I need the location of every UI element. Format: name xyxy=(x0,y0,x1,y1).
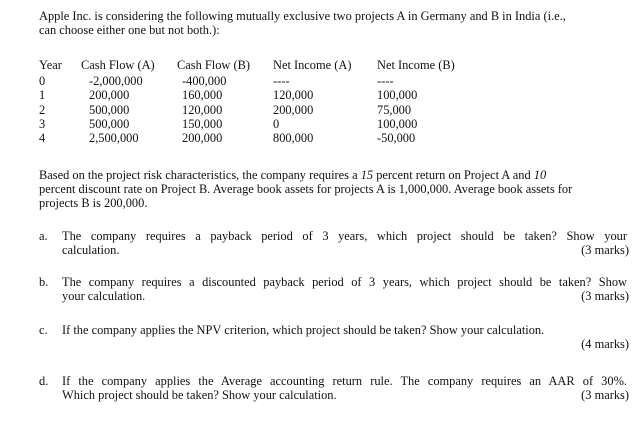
cell-cash-flow-b: -400,000 xyxy=(182,74,227,89)
cell-cash-flow-b: 150,000 xyxy=(182,116,223,131)
question-text-line-2: Which project should be taken? Show your calculation. xyxy=(62,388,337,402)
cell-year: 4 xyxy=(39,130,46,145)
question-text-line-1: The company requires a discounted payback period of 3 years, which project should be taken? Show xyxy=(62,275,627,289)
cell-cash-flow-a: 500,000 xyxy=(89,102,130,117)
question-letter: b. xyxy=(39,275,49,289)
question-text-line-1: The company requires a payback period of 3 years, which project should be taken? Show your xyxy=(62,229,627,243)
header-net-income-a: Net Income (A) xyxy=(273,58,352,72)
intro-line-2: can choose either one but not both.): xyxy=(39,23,220,37)
cell-net-income-a: 200,000 xyxy=(273,102,314,117)
question-text-line-1: If the company applies the Average accounting return rule. The company requires an AAR of 30%. xyxy=(62,374,627,388)
question-a xyxy=(39,229,629,257)
question-marks-line xyxy=(62,337,629,351)
cell-net-income-a: 0 xyxy=(273,116,280,131)
discount-rate-b: 10 xyxy=(533,168,547,182)
cell-net-income-a: 120,000 xyxy=(273,88,314,103)
question-marks: (3 marks) xyxy=(581,243,629,257)
intro-line-1: Apple Inc. is considering the following mutually exclusive two projects A in Germany and B in India (i.e., xyxy=(39,9,566,23)
cell-net-income-b: 100,000 xyxy=(377,116,418,131)
question-text-line-1: If the company applies the NPV criterion, which project should be taken? Show your calculation. xyxy=(62,323,545,337)
question-marks: (3 marks) xyxy=(581,388,629,402)
question-c xyxy=(39,323,629,351)
question-marks: (3 marks) xyxy=(581,289,629,303)
header-cash-flow-a: Cash Flow (A) xyxy=(81,58,155,72)
cell-year: 3 xyxy=(39,116,46,131)
cell-net-income-a: 800,000 xyxy=(273,130,314,145)
cell-cash-flow-a: 500,000 xyxy=(89,116,130,131)
cell-net-income-b: ---- xyxy=(377,74,394,89)
header-net-income-b: Net Income (B) xyxy=(377,58,455,72)
requirements-paragraph xyxy=(39,168,629,210)
cell-cash-flow-b: 120,000 xyxy=(182,102,223,117)
question-letter: d. xyxy=(39,374,49,388)
paragraph-line-1-a: Based on the project risk characteristics, the company requires a xyxy=(39,168,361,182)
question-d xyxy=(39,374,629,402)
cell-net-income-b: -50,000 xyxy=(377,130,416,145)
cell-net-income-b: 100,000 xyxy=(377,88,418,103)
cell-cash-flow-b: 160,000 xyxy=(182,88,223,103)
cell-cash-flow-a: 200,000 xyxy=(89,88,130,103)
cell-net-income-a: ---- xyxy=(273,74,290,89)
cell-year: 0 xyxy=(39,74,46,89)
cell-cash-flow-a: -2,000,000 xyxy=(89,74,143,89)
paragraph-line-1 xyxy=(39,168,629,182)
cell-cash-flow-b: 200,000 xyxy=(182,130,223,145)
cell-year: 2 xyxy=(39,102,46,117)
paragraph-line-1-b: percent return on Project A and xyxy=(373,168,534,182)
question-letter: a. xyxy=(39,229,48,243)
required-return-a: 15 xyxy=(360,168,374,182)
cell-year: 1 xyxy=(39,88,46,103)
header-year: Year xyxy=(39,58,62,72)
cell-cash-flow-a: 2,500,000 xyxy=(89,130,139,145)
header-cash-flow-b: Cash Flow (B) xyxy=(177,58,250,72)
paragraph-line-2: percent discount rate on Project B. Average book assets for projects A is 1,000,000. Average book assets for xyxy=(39,182,573,196)
intro-text xyxy=(39,9,629,37)
question-text-line-2: your calculation. xyxy=(62,289,146,303)
question-marks: (4 marks) xyxy=(581,337,629,351)
cell-net-income-b: 75,000 xyxy=(377,102,412,117)
question-text-line-2: calculation. xyxy=(62,243,120,257)
question-b xyxy=(39,275,629,303)
paragraph-line-3: projects B is 200,000. xyxy=(39,196,148,210)
question-letter: c. xyxy=(39,323,48,337)
